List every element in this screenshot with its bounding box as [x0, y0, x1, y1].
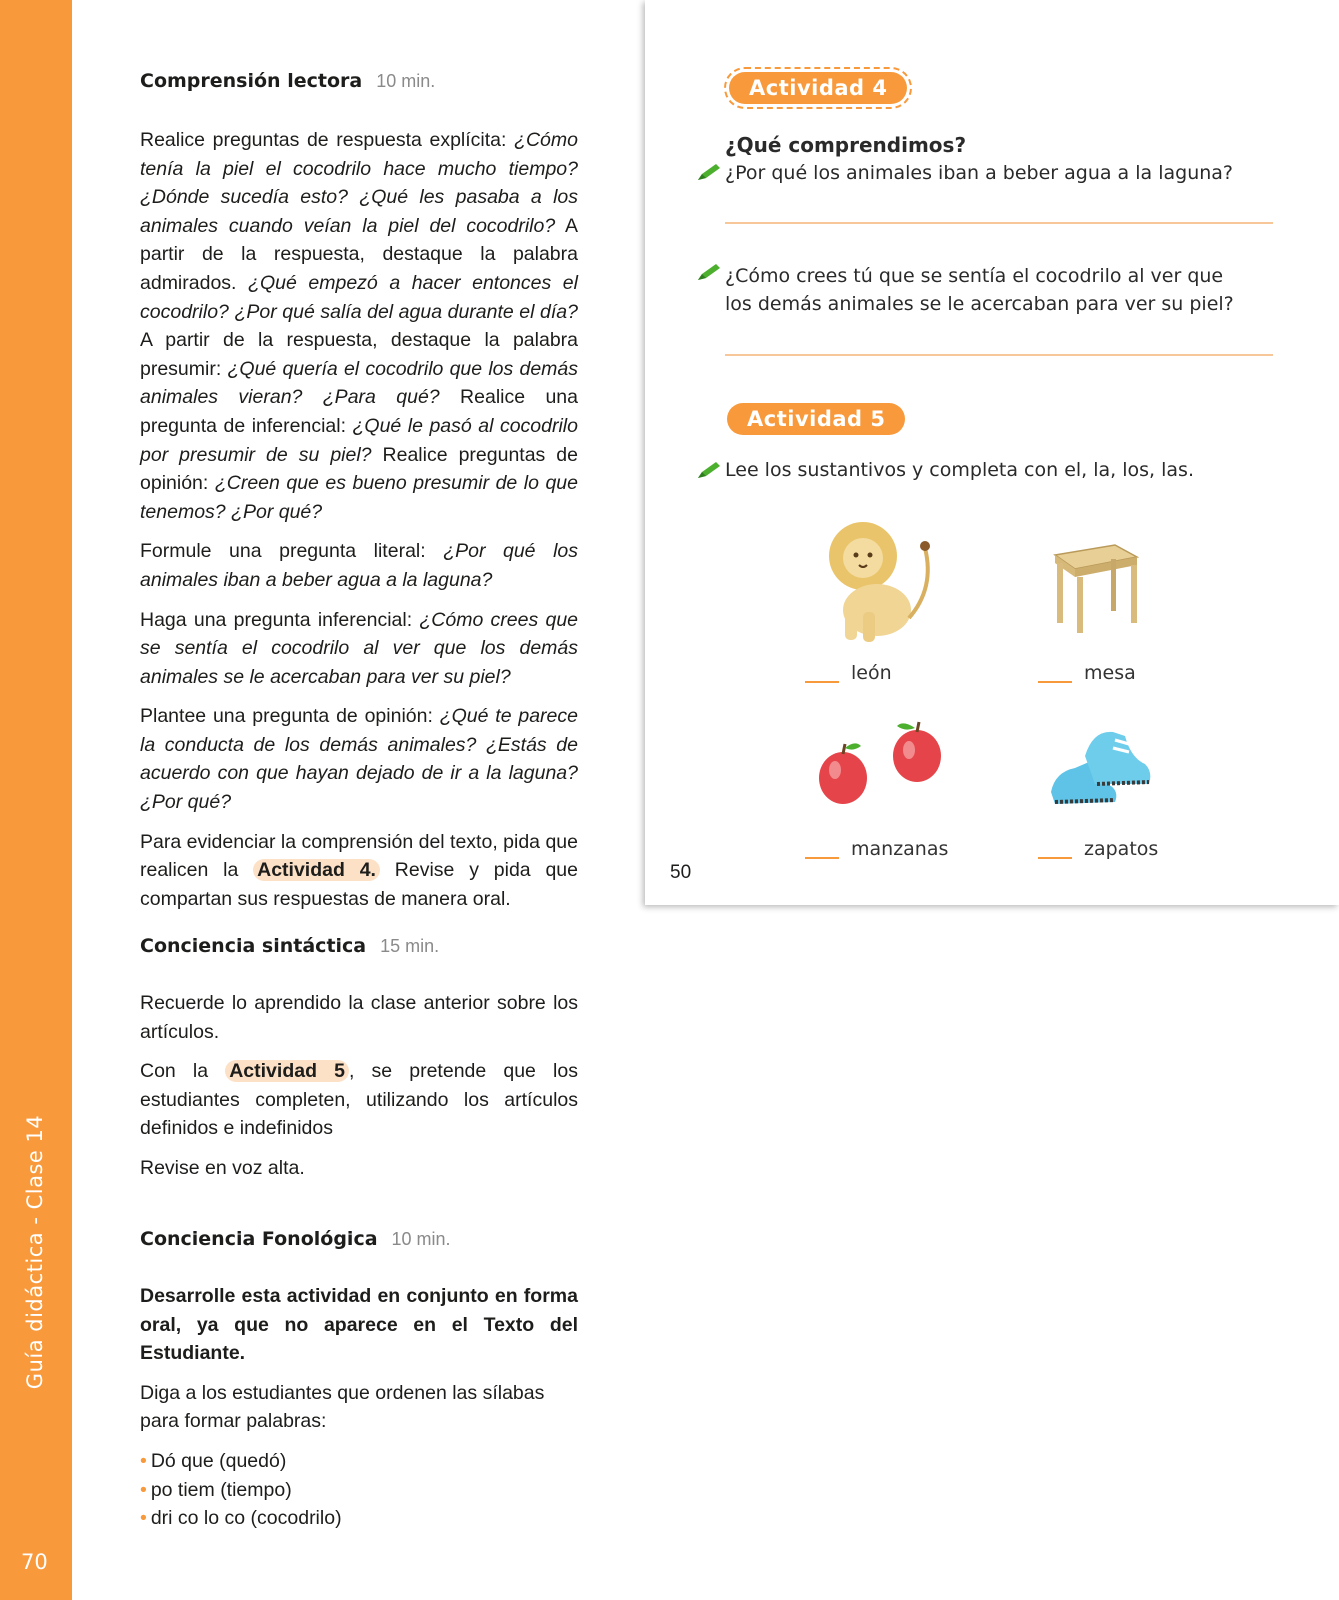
text-run: Haga una pregunta inferencial:	[140, 608, 420, 631]
list-item	[140, 1447, 578, 1476]
bullet-icon: •	[140, 1449, 147, 1472]
section-comprension-body	[140, 126, 578, 924]
paragraph-bold: Desarrolle esta actividad en conjunto en forma oral, ya que no aparece en el Texto del Estudiante.	[140, 1285, 578, 1365]
activity5-highlight: Actividad 5	[225, 1060, 349, 1082]
text-run: Con la	[140, 1060, 226, 1083]
word-item-leon	[805, 662, 892, 684]
section-title-text: Conciencia Fonológica	[140, 1228, 378, 1250]
paragraph	[140, 606, 578, 692]
shoes-picture	[1045, 722, 1155, 818]
word-item-mesa	[1038, 662, 1136, 684]
bullet-icon: •	[140, 1507, 147, 1530]
paragraph: Revise en voz alta.	[140, 1156, 305, 1179]
answer-blank[interactable]	[1038, 681, 1072, 683]
list-item	[140, 1504, 578, 1533]
section-title-text: Conciencia sintáctica	[140, 935, 367, 957]
italic-question: ¿Qué quería el cocodrilo que los demás animales vieran? ¿Para qué?	[140, 357, 578, 409]
text-run: Para evidenciar la comprensión del texto, pida que realicen la	[140, 830, 578, 882]
activity4-heading: ¿Qué comprendimos?	[725, 133, 967, 157]
table-picture	[1045, 535, 1145, 635]
question-1: ¿Por qué los animales iban a beber agua a la laguna?	[725, 162, 1233, 184]
question-2: ¿Cómo crees tú que se sentía el cocodrilo al ver que los demás animales se le acercaban para ver su piel?	[725, 265, 1234, 315]
paragraph	[140, 828, 578, 914]
italic-question: ¿Creen que es bueno presumir de lo que tenemos? ¿Por qué?	[140, 472, 578, 523]
answer-line-1[interactable]	[725, 222, 1273, 224]
word-text: zapatos	[1084, 838, 1159, 860]
text-run: Revise y pida que compartan sus respuestas de manera oral.	[140, 859, 578, 910]
list-item-text: po tiem (tiempo)	[150, 1478, 292, 1501]
activity4-highlight: Actividad 4.	[253, 859, 380, 881]
italic-question: ¿Cómo crees que se sentía el cocodrilo al ver que los demás animales se le acercaban para ver su piel?	[140, 608, 579, 688]
paragraph	[140, 126, 578, 526]
guide-label: Guía didáctica - Clase 14	[23, 1114, 47, 1390]
section-title-sintactica	[140, 935, 439, 957]
word-item-zapatos	[1038, 838, 1158, 860]
answer-line-2[interactable]	[725, 354, 1273, 356]
page-number: 70	[21, 1550, 48, 1574]
text-run: Formule una pregunta literal:	[140, 540, 444, 563]
list-item-text: dri co lo co (cocodrilo)	[150, 1507, 342, 1530]
list-item-text: Dó que (quedó)	[150, 1449, 287, 1472]
workbook-page-number: 50	[670, 862, 692, 883]
paragraph: Recuerde lo aprendido la clase anterior sobre los artículos.	[140, 992, 578, 1043]
word-text: mesa	[1084, 662, 1136, 684]
syllable-list	[140, 1447, 578, 1533]
apples-picture	[815, 720, 955, 810]
italic-question: ¿Por qué los animales iban a beber agua a la laguna?	[140, 540, 578, 591]
answer-blank[interactable]	[1038, 857, 1072, 859]
section-time: 10 min.	[391, 1229, 451, 1249]
italic-question: ¿Qué empezó a hacer entonces el cocodrilo? ¿Por qué salía del agua durante el día?	[140, 271, 578, 323]
paragraph	[140, 702, 578, 816]
lion-picture	[815, 518, 945, 646]
pencil-icon	[696, 162, 722, 182]
list-item	[140, 1476, 578, 1505]
text-run: Realice preguntas de opinión:	[140, 443, 578, 495]
answer-blank[interactable]	[805, 857, 839, 859]
text-run: Realice una pregunta de inferencial:	[140, 386, 579, 437]
answer-blank[interactable]	[805, 681, 839, 683]
word-text: león	[851, 662, 892, 684]
italic-question: ¿Qué le pasó al cocodrilo por presumir de su piel?	[140, 414, 578, 466]
sidebar	[0, 0, 72, 1600]
paragraph: Diga a los estudiantes que ordenen las sílabas para formar palabras:	[140, 1381, 545, 1433]
workbook-page	[645, 0, 1339, 905]
text-run: , se pretende que los estudiantes completen, utilizando los artículos definidos e indefinidos	[140, 1060, 578, 1140]
text-run: A partir de la respuesta, destaque la palabra admirados.	[140, 214, 578, 294]
section-title-comprension	[140, 70, 435, 92]
text-run: Plantee una pregunta de opinión:	[140, 705, 440, 728]
activity4-badge: Actividad 4	[729, 72, 907, 104]
italic-question: ¿Cómo tenía la piel el cocodrilo hace mucho tiempo? ¿Dónde sucedía esto? ¿Qué les pasaba a los animales cuando veían la piel del cocodrilo?	[140, 129, 578, 237]
paragraph	[140, 1057, 578, 1143]
section-title-fonologica	[140, 1228, 451, 1250]
word-text: manzanas	[851, 838, 949, 860]
text-run: Realice preguntas de respuesta explícita:	[140, 129, 515, 151]
section-time: 15 min.	[380, 936, 440, 956]
section-time: 10 min.	[376, 71, 436, 91]
word-item-manzanas	[805, 838, 948, 860]
section-sintactica-body	[140, 989, 578, 1194]
activity5-badge: Actividad 5	[727, 403, 905, 435]
pencil-icon	[696, 460, 722, 480]
section-title-text: Comprensión lectora	[140, 70, 363, 92]
pencil-icon	[696, 262, 722, 282]
paragraph	[140, 537, 578, 594]
bullet-icon: •	[140, 1478, 147, 1501]
activity5-instruction: Lee los sustantivos y completa con el, la, los, las.	[725, 459, 1194, 481]
section-fonologica-body	[140, 1282, 578, 1533]
text-run: A partir de la respuesta, destaque la palabra presumir:	[140, 329, 578, 380]
italic-question: ¿Qué te parece la conducta de los demás animales? ¿Estás de acuerdo con que hayan dejado de ir a la laguna? ¿Por qué?	[140, 705, 578, 814]
